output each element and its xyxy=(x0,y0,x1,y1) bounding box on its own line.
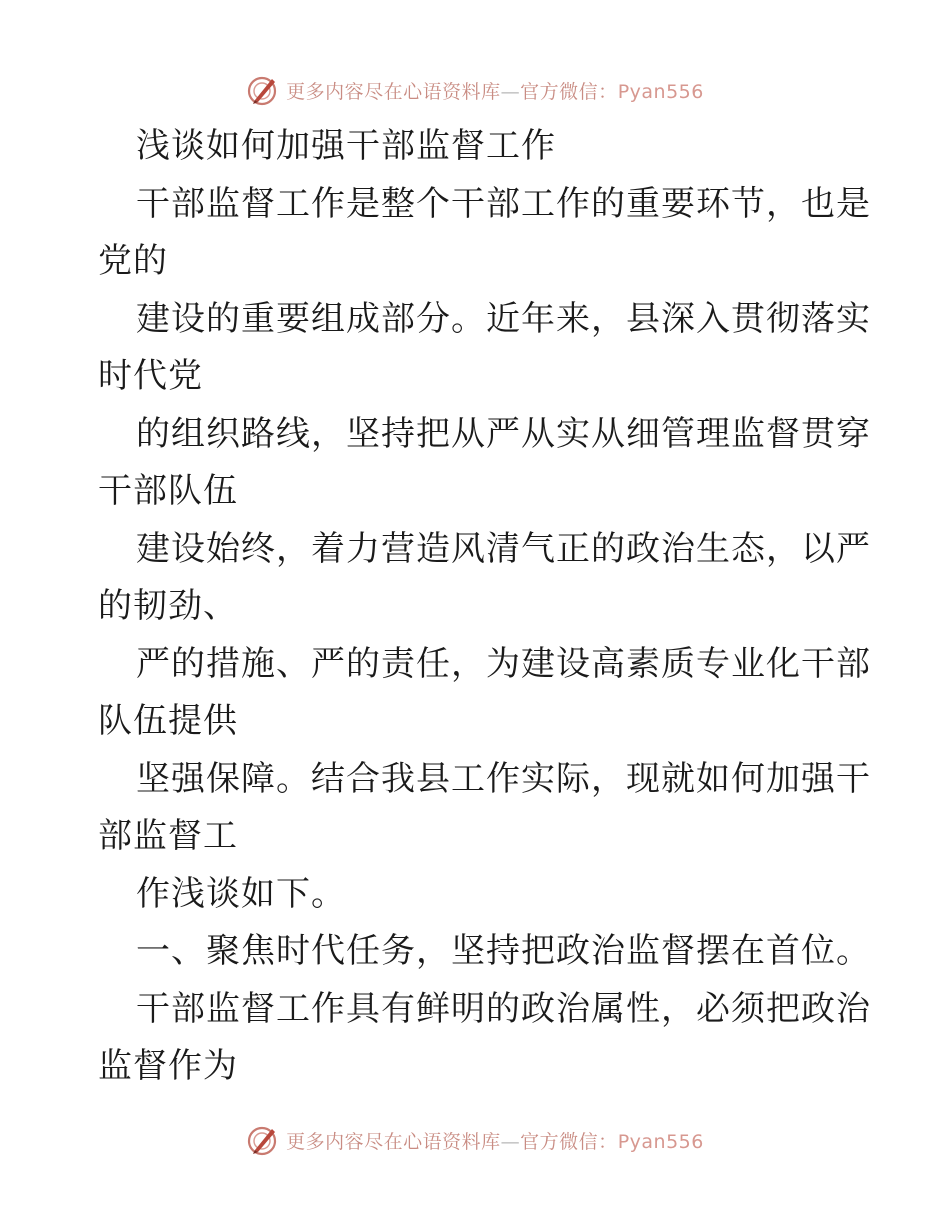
document-body xyxy=(98,118,871,1096)
text-line: 严的措施、严的责任，为建设高素质专业化干部 xyxy=(136,643,871,684)
text-line: 干部监督工作是整个干部工作的重要环节，也是 xyxy=(136,183,871,224)
text-line: 的韧劲、 xyxy=(98,586,238,626)
text-line: 队伍提供 xyxy=(98,701,238,741)
text-line: 一、聚焦时代任务，坚持把政治监督摆在首位。 xyxy=(136,931,871,971)
text-line: 时代党 xyxy=(98,356,203,396)
text-line: 建设始终，着力营造风清气正的政治生态，以严 xyxy=(136,528,871,569)
watermark-text: 更多内容尽在心语资料库—官方微信：Pyan556 xyxy=(286,1130,704,1153)
text-line: 干部监督工作具有鲜明的政治属性，必须把政治 xyxy=(136,988,871,1029)
pen-logo-icon xyxy=(246,1123,280,1157)
text-line: 的组织路线，坚持把从严从实从细管理监督贯穿 xyxy=(136,413,871,454)
text-line: 浅谈如何加强干部监督工作 xyxy=(136,126,556,166)
watermark-text: 更多内容尽在心语资料库—官方微信：Pyan556 xyxy=(286,80,704,103)
text-line: 干部队伍 xyxy=(98,471,238,511)
pen-logo-icon xyxy=(246,73,280,107)
text-line: 建设的重要组成部分。近年来，县深入贯彻落实 xyxy=(136,298,871,339)
watermark-footer xyxy=(0,1120,950,1160)
text-line: 部监督工 xyxy=(98,816,238,856)
text-line: 党的 xyxy=(98,241,168,281)
text-line: 作浅谈如下。 xyxy=(136,873,346,914)
text-line: 监督作为 xyxy=(98,1046,238,1086)
text-line: 坚强保障。结合我县工作实际，现就如何加强干 xyxy=(136,758,871,799)
watermark-header xyxy=(0,70,950,110)
